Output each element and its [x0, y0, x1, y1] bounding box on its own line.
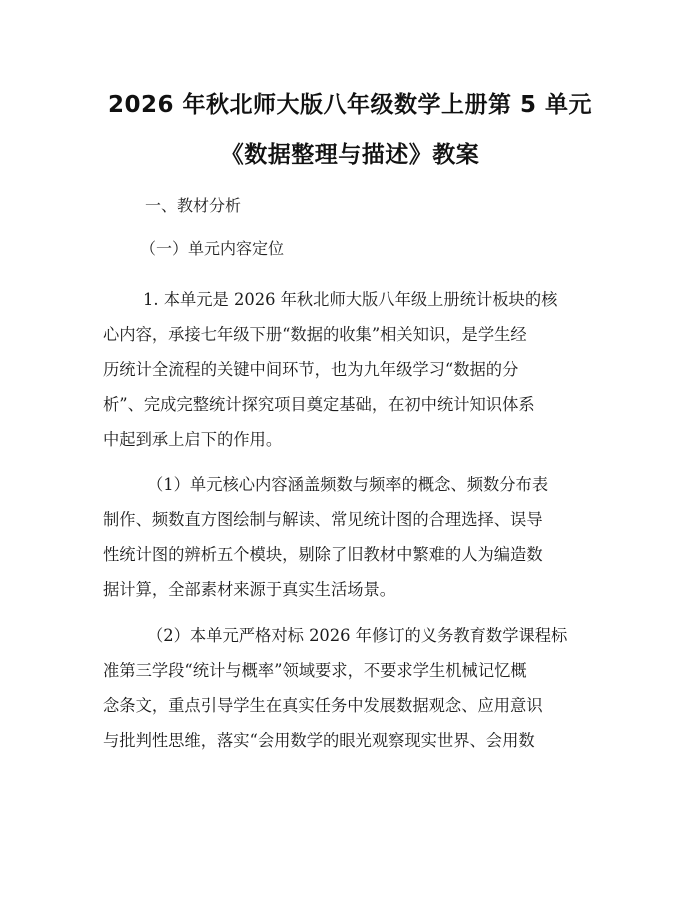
- paragraph-line: 与批判性思维，落实“会用数学的眼光观察现实世界、会用数: [103, 731, 535, 750]
- paragraph-line: 制作、频数直方图绘制与解读、常见统计图的合理选择、误导: [103, 510, 543, 529]
- paragraph-line: 念条文，重点引导学生在真实任务中发展数据观念、应用意识: [103, 696, 543, 715]
- paragraph-line: （2）本单元严格对标 2026 年修订的义务教育数学课程标: [147, 626, 568, 645]
- subsection-heading-unit-positioning: （一）单元内容定位: [140, 239, 285, 258]
- paragraph-line: 中起到承上启下的作用。: [103, 430, 283, 449]
- paragraph-line: 历统计全流程的关键中间环节，也为九年级学习“数据的分: [103, 360, 519, 379]
- paragraph-core-content: [103, 467, 600, 607]
- document-title-line-1: 2026 年秋北师大版八年级数学上册第 5 单元: [107, 92, 593, 118]
- paragraph-line: 性统计图的辨析五个模块，剔除了旧教材中繁难的人为编造数: [103, 545, 543, 564]
- paragraph-line: 据计算，全部素材来源于真实生活场景。: [103, 580, 397, 599]
- paragraph-line: 析”、完成完整统计探究项目奠定基础，在初中统计知识体系: [103, 395, 535, 414]
- document-title-line-2: 《数据整理与描述》教案: [220, 142, 480, 168]
- paragraph-curriculum-standard: [103, 618, 600, 758]
- paragraph-unit-overview: [103, 282, 600, 457]
- paragraph-line: 准第三学段“统计与概率”领域要求，不要求学生机械记忆概: [103, 661, 527, 680]
- section-heading-textbook-analysis: 一、教材分析: [145, 196, 242, 215]
- paragraph-line: 1. 本单元是 2026 年秋北师大版八年级上册统计板块的核: [143, 290, 558, 309]
- paragraph-line: 心内容，承接七年级下册“数据的收集”相关知识，是学生经: [103, 325, 527, 344]
- paragraph-line: （1）单元核心内容涵盖频数与频率的概念、频数分布表: [147, 475, 549, 494]
